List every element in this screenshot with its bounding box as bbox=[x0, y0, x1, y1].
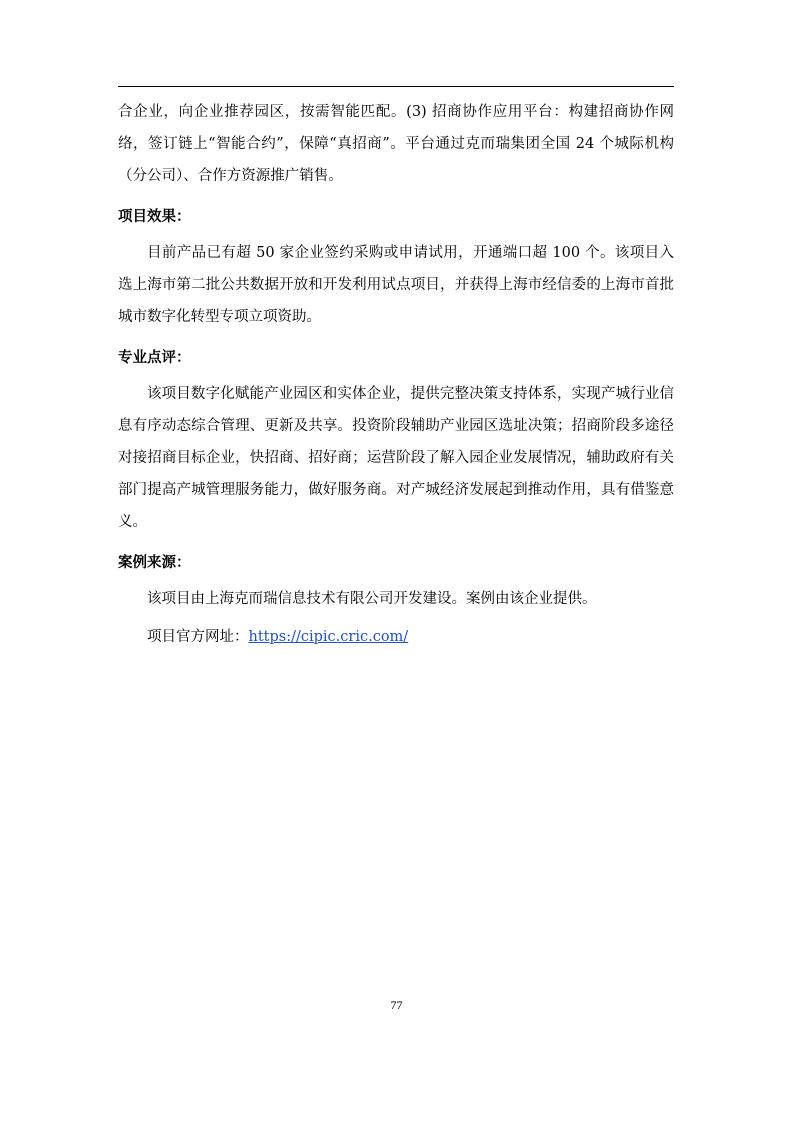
source-paragraph: 该项目由上海克而瑞信息技术有限公司开发建设。案例由该企业提供。 bbox=[147, 591, 597, 607]
review-paragraph: 该项目数字化赋能产业园区和实体企业，提供完整决策支持体系，实现产城行业信息有序动态综合管理、更新及共享。投资阶段辅助产业园区选址决策；招商阶段多途径对接招商目标企业，快招商、招好商；运营阶段了解入园企业发展情况，辅助政府有关部门提高产城管理服务能力，做好服务商。对产城经济发展起到推动作用，具有借鉴意义。 bbox=[118, 386, 674, 530]
section-heading-source: 案例来源： bbox=[118, 555, 191, 571]
website-line bbox=[118, 621, 674, 653]
header-rule bbox=[118, 86, 674, 87]
page-content bbox=[118, 96, 674, 653]
section-heading-review: 专业点评： bbox=[118, 350, 191, 366]
page-number: 77 bbox=[390, 998, 403, 1012]
intro-paragraph: 合企业，向企业推荐园区，按需智能匹配。(3) 招商协作应用平台：构建招商协作网络，签订链上“智能合约”，保障“真招商”。平台通过克而瑞集团全国 24 个城际机构（分公司）、合作方资源推广销售。 bbox=[118, 104, 674, 184]
website-link[interactable]: https://cipic.cric.com/ bbox=[248, 629, 409, 645]
section-heading-effect: 项目效果： bbox=[118, 209, 191, 225]
effect-paragraph: 目前产品已有超 50 家企业签约采购或申请试用，开通端口超 100 个。该项目入选上海市第二批公共数据开放和开发利用试点项目，并获得上海市经信委的上海市首批城市数字化转型专项立项资助。 bbox=[118, 245, 674, 325]
website-label: 项目官方网址： bbox=[147, 629, 249, 645]
